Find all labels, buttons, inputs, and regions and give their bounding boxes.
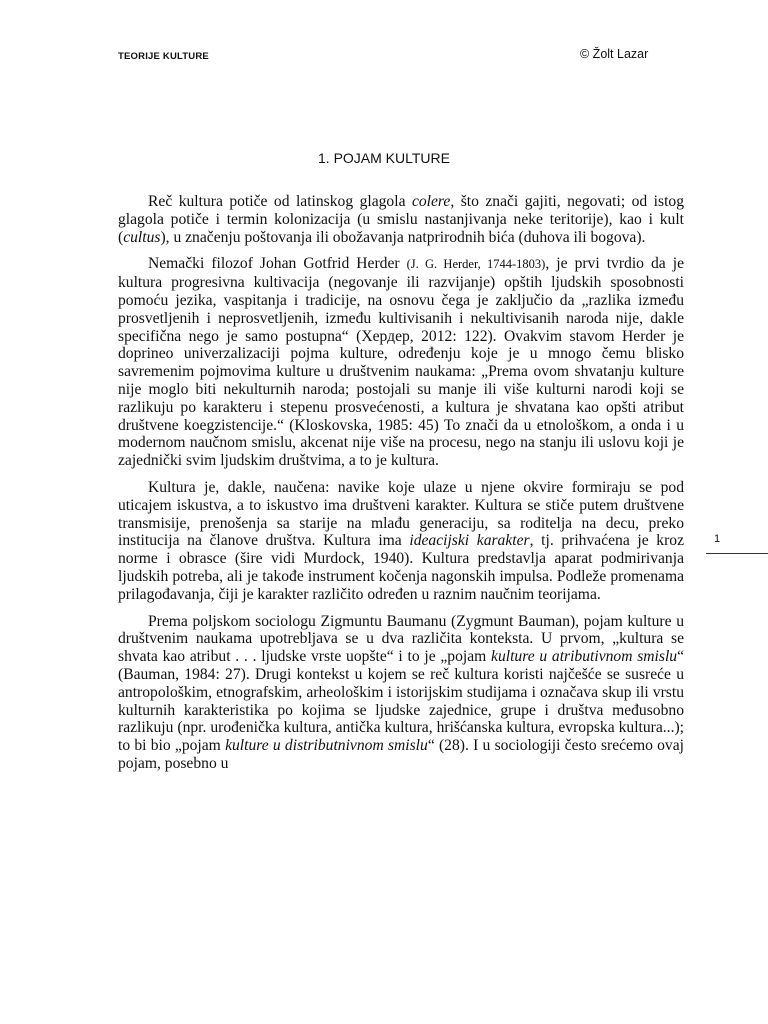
- herder-reference: (J. G. Herder, 1744-1803): [406, 257, 546, 272]
- paragraph-2: Nemački filozof Johan Gotfrid Herder (J. G. Herder, 1744-1803), je prvi tvrdio da je kultura progresivna kultivacija (negovanje ili razvijanje) opštih ljudskih sposobnosti pomoću jezika, vaspitanja i tradicije, na osnovu čega je zaključio da „razlika između prosvetljenih i neprosvetljenih, između kultivisanih i nekultivisanih naroda nije, dakle specifična nego je samo postupna“ (Хердер, 2012: 122). Ovakvim stavom Herder je doprineo univerzalizaciji pojma kulture, određenju koje je u mnogo čemu blisko savremenim pojmovima kulture u društvenim naukama: „Prema ovom shvatanju kulture nije moglo biti nekulturnih naroda; postojali su manje ili više kulturni narodi koji se razlikuju po karakteru i stepenu prosvećenosti, a kultura je shvatana kao opšti atribut društvene koegzistencije.“ (Kloskovska, 1985: 45) To znači da u etnološkom, a onda i u modernom naučnom smislu, akcenat nije više na procesu, nego na stanju ili uslovu koji je zajednički svim ljudskim društvima, a to je kultura.: [118, 255, 685, 470]
- paragraph-4: Prema poljskom sociologu Zigmuntu Baumanu (Zygmunt Bauman), pojam kulture u društvenim naukama upotrebljava se u dva različita konteksta. U prvom, „kultura se shvata kao atribut . . . ljudske vrste uopšte“ i to je „pojam kulture u atributivnom smislu“ (Bauman, 1984: 27). Drugi kontekst u kojem se reč kultura koristi najčešće se susreće u antropološkim, etnografskim, arheološkim i istorijskim studijama i označava skup ili vrstu kulturnih karakteristika po kojima se ljudske zajednice, grupe i društva međusobno razlikuju (npr. urođenička kultura, antička kultura, hrišćanska kultura, evropska kultura...); to bi bio „pojam kulture u distributnivnom smislu“ (28). I u sociologiji često srećemo ovaj pojam, posebno u: [118, 612, 684, 772]
- page-number-rule: [706, 553, 768, 554]
- body-text: [118, 193, 684, 782]
- running-header-author: © Žolt Lazar: [580, 47, 649, 61]
- chapter-title: 1. POJAM KULTURE: [318, 150, 450, 166]
- paragraph-3: Kultura je, dakle, naučena: navike koje ulaze u njene okvire formiraju se pod uticajem iskustva, a to iskustvo ima društveni karakter. Kultura se stiče putem društvene transmisije, prenošenja sa starije na mlađu generaciju, sa roditelja na decu, preko institucija na članove društva. Kultura ima ideacijski karakter, tj. prihvaćena je kroz norme i obrasce (šire vidi Murdock, 1940). Kultura predstavlja aparat podmirivanja ljudskih potreba, ali je takođe instrument kočenja nagonskih impulsa. Podleže promenama prilagođavanja, čiji je karakter različito određen u raznim naučnim teorijama.: [118, 478, 684, 603]
- running-header-title: TEORIJE KULTURE: [118, 51, 209, 62]
- page-number: 1: [714, 533, 721, 545]
- paragraph-1: Reč kultura potiče od latinskog glagola colere, što znači gajiti, negovati; od istog glagola potiče i termin kolonizacija (u smislu nastanjivanja neke teritorije), kao i kult (cultus), u značenju poštovanja ili obožavanja natprirodnih bića (duhova ili bogova).: [118, 193, 684, 246]
